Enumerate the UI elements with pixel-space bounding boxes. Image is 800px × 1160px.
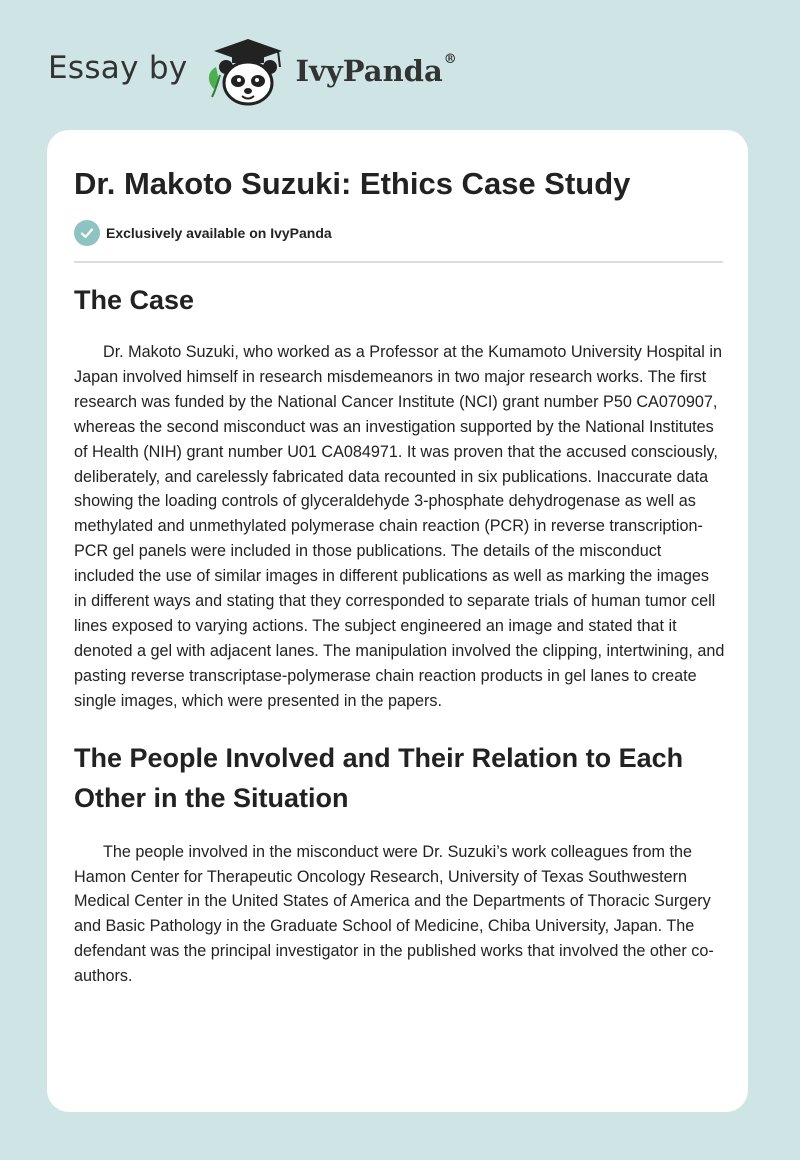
brand-prefix: Essay by	[48, 50, 188, 86]
site-header-logo[interactable]	[48, 32, 457, 112]
section-heading-the-case: The Case	[74, 285, 195, 315]
exclusive-badge	[74, 220, 332, 246]
section-paragraph-people-involved: The people involved in the misconduct were Dr. Suzuki’s work colleagues from the Hamon Center for Therapeutic Oncology Research, University of Texas Southwestern Medical Center in the United States of America and the Departments of Thoracic Surgery and Basic Pathology in the Graduate School of Medicine, Chiba University, Japan. The defendant was the principal investigator in the published works that involved the other co-authors.	[74, 842, 714, 986]
section-heading-people-involved: The People Involved and Their Relation to Each Other in the Situation	[74, 742, 684, 813]
divider	[74, 261, 723, 263]
section-paragraph-the-case: Dr. Makoto Suzuki, who worked as a Professor at the Kumamoto University Hospital in Japan involved himself in research misdemeanors in two major research works. The first research was funded by the National Cancer Institute (NCI) grant number P50 CA070907, whereas the second misconduct was an investigation supported by the National Institutes of Health (NIH) grant number U01 CA084971. It was proven that the accused consciously, deliberately, and carelessly fabricated data recounted in six publications. Inaccurate data showing the loading controls of glyceraldehyde 3-phosphate dehydrogenase as well as methylated and unmethylated polymerase chain reaction (PCR) in reverse transcription-PCR gel panels were included in those publications. The details of the misconduct included the use of similar images in different publications as well as marking the images in different ways and stating that they corresponded to separate trials of human tumor cell lines exposed to varying actions. The subject engineered an image and stated that it denoted a gel with adjacent lanes. The manipulation involved the clipping, intertwining, and pasting reverse transcriptase-polymerase chain reaction products in gel lanes to create single images, which were presented in the papers.	[74, 343, 725, 710]
brand-name: IvyPanda®	[295, 52, 457, 88]
essay-card	[47, 130, 748, 1112]
check-icon	[74, 220, 100, 246]
panda-graduate-icon	[202, 37, 292, 107]
exclusive-label: Exclusively available on IvyPanda	[106, 225, 332, 241]
page-title: Dr. Makoto Suzuki: Ethics Case Study	[74, 166, 631, 201]
essay-content	[74, 280, 726, 989]
